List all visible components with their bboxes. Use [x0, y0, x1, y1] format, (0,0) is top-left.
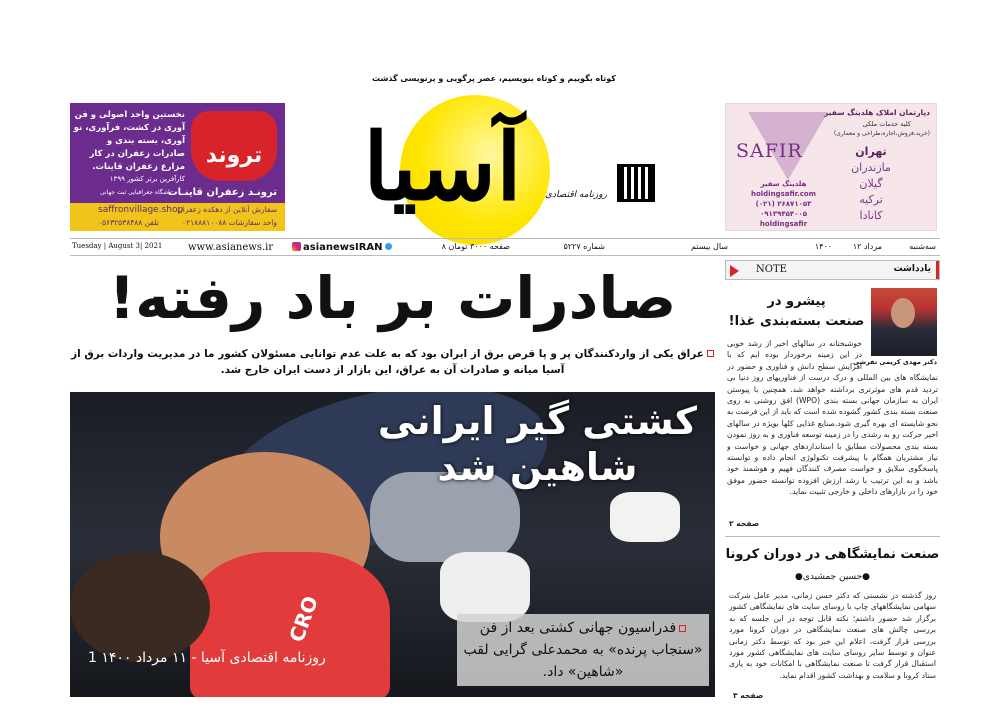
ad-phone: (۰۲۱) ۲۶۸۷۱۰۵۳	[755, 200, 812, 208]
ad-online: سفارش آنلاین از دهکده زعفران	[177, 205, 277, 214]
ad-website: holdingsafir.com	[750, 190, 817, 198]
ad-mobile: ۰۹۱۳۹۴۵۴۰۰۵	[760, 210, 807, 218]
ad-holding: هلدینگ سفیر	[760, 180, 807, 188]
jersey-text: CRO	[284, 592, 323, 646]
day: سه‌شنبه	[909, 242, 936, 251]
slogan: کوتاه بگوییم و کوتاه بنویسیم، عصر پرگویی و پرنویسی گذشت	[372, 74, 616, 83]
ad-instagram: holdingsafir	[759, 220, 808, 228]
ad-phone: تلفن ۰۵۶۳۲۵۳۸۴۸۸	[98, 218, 159, 227]
author-name: دکتر مهدی کریمی تفرشی	[853, 358, 937, 366]
note-float-spacer	[862, 338, 938, 370]
article-body: روز گذشته در نشستی که دکتر حسن زمانی، مدیر عامل شرکت سهامی نمایشگاههای چاپ با روسای سایت های نمایشگاهی کشور برگزار شد حضور داشتم؛ نکته قابل توجه در این جلسه که به بررسی چالش های صنعت نمایشگاهی در دوران کرونا مورد بررسی قرار گرفت، اعلام این خبر بود که توسط دکتر زمانی عنوان و توسط سایر روسای سایت های نمایشگاهی کشور مورد استقبال قرار گرفت تا صنعت نمایشگاهی با امکانات خود به یاری ستاد کرونا و سلامت و بهداشت کشور اقدام نماید.	[729, 591, 936, 680]
ad-award: کارآفرین برتر کشور ۱۳۹۹	[109, 175, 185, 183]
section-label: یادداشت	[893, 264, 931, 274]
note-label: NOTE	[756, 264, 787, 275]
sidebar-column	[725, 260, 940, 705]
note-body-text: خوشبختانه در سالهای اخیر از رشد خوبی در این زمینه برخوردار بوده ایم که با افزایش سطح دانش و فناوری و حضور در نمایشگاه های بین المللی و درک درست از فناوریهای روز دنیا بی تردید قدم های موثرتری برداشته خواهد شد. همچنین با پیوستن ایران به سازمان جهانی بسته بندی (WPO) افق روشنی به روی صنعت بسته بندی کشور گشوده شده است که باید از این فرصت به نحو شایسته ای بهره گیری شود.صنایع غذایی کلها بویژه در سالهای اخیر حرکت رو به رشدی را در زمینه توسعه فناوری و به روز نمودن بسته بندی محصولات مطابق با استانداردهای جهانی و خواست و نیاز مشتریان همگام با پیشرفت تکنولوژی انجام داده و توانسته پاسخگوی سلایق و خواست مصرف کنندگان فهیم و هوشمند خود باشد و به این ترتیب با رشد ارزش افزوده توانسته حضور موفق خود را در بازارهای داخلی و خارجی تثبیت نماید.	[727, 339, 938, 497]
volume: سال بیستم	[690, 242, 728, 251]
ad-brand-logo: تروند	[191, 111, 277, 181]
photo-headline	[378, 398, 697, 490]
watermark: روزنامه اقتصادی آسیا - ۱۱ مرداد ۱۴۰۰ 1	[88, 650, 326, 666]
ad-gov: باشگاه جغرافیایی ثبت جهانی	[100, 189, 172, 196]
saffron-advertisement[interactable]	[70, 103, 285, 231]
wrestling-photo	[70, 392, 715, 697]
photo-headline-line: شاهین شد	[437, 445, 638, 489]
logo-subtitle: روزنامه اقتصادی	[545, 190, 607, 200]
ad-contact	[736, 179, 831, 229]
triangle-icon	[730, 265, 739, 277]
english-date: Tuesday | August 3| 2021	[72, 242, 163, 250]
verified-icon	[385, 243, 392, 250]
instagram-handle[interactable]	[292, 242, 392, 253]
bullet-icon	[679, 625, 686, 632]
article-author: ●حسین جمشیدی●	[794, 572, 870, 582]
ad-cities	[836, 144, 906, 224]
instagram-text: asianewsIRAN	[303, 242, 383, 253]
main-headline: صادرات بر باد رفته!	[108, 264, 677, 332]
lead-text: عراق یکی از واردکنندگان پر و پا قرص برق از ایران بود که به علت عدم توانایی مسئولان کشور ما در مدیریت واردات برق از آسیا میانه و صادرات آن به عراق، این بازار از دست ایران خارج شد.	[71, 348, 704, 376]
safir-advertisement[interactable]	[725, 103, 937, 231]
photo-headline-line: کشتی گیر ایرانی	[377, 399, 697, 443]
pages-price: ۸ صفحه ۳۰۰۰ تومان	[441, 242, 510, 251]
ad-orders: واحد سفارشات ۰۲۱۸۸۸۱۰۰۸۸	[182, 218, 277, 227]
qr-code-icon[interactable]	[617, 164, 655, 202]
photo-caption	[457, 614, 709, 686]
ad-website: saffronvillage.shop	[98, 205, 184, 215]
safir-logo: SAFIR	[736, 140, 803, 162]
article-page-ref[interactable]: صفحه ۳	[733, 691, 764, 700]
note-title	[725, 292, 868, 332]
lead-paragraph	[70, 346, 715, 378]
persian-year: ۱۴۰۰	[814, 242, 832, 251]
ad-text: نخستین واحد اصولی و فن آوری در کشت، فرآوری، نو آوری، بسته بندی و صادرات زعفران در کار مزارع زعفران قاینات.	[73, 110, 185, 172]
city: مازندران	[851, 161, 891, 174]
note-page-ref[interactable]: صفحه ۲	[729, 519, 760, 528]
city: تهران	[855, 145, 887, 158]
note-header	[725, 260, 940, 280]
newspaper-logo: آسیا	[363, 113, 522, 221]
city: گیلان	[859, 177, 883, 190]
city: ترکیه	[859, 193, 883, 206]
caption-text: فدراسیون جهانی کشتی بعد از فن «سنجاب پرنده» به محمدعلی گرایی لقب «شاهین» داد.	[463, 620, 703, 680]
ad-title: دپارتمان املاک هلدینگ سفیر	[824, 108, 930, 117]
ad-contact-strip	[70, 203, 285, 231]
face	[891, 298, 915, 328]
note-title-line: پیشرو در	[767, 294, 826, 309]
note-body	[727, 338, 938, 509]
city: کانادا	[859, 209, 883, 222]
divider	[725, 536, 940, 537]
ad-services: کلیه خدمات ملکی	[862, 120, 911, 128]
website-link[interactable]: www.asianews.ir	[188, 242, 274, 253]
red-accent	[936, 261, 939, 279]
note-title-line: صنعت بسته‌بندی غذا!	[728, 314, 865, 329]
issue-info-bar	[70, 238, 940, 256]
ad-brand-name: ترونـد زعفران قاینـات	[167, 187, 277, 198]
issue-number: شماره ۵۲۲۷	[563, 242, 605, 251]
instagram-icon	[292, 242, 301, 251]
persian-date: ۱۲ مرداد	[852, 242, 882, 251]
article-title: صنعت نمایشگاهی در دوران کرونا	[725, 547, 940, 562]
bullet-icon	[707, 350, 714, 357]
ad-services-detail: (خرید،فروش،اجاره،طراحی و معماری)	[833, 130, 930, 137]
